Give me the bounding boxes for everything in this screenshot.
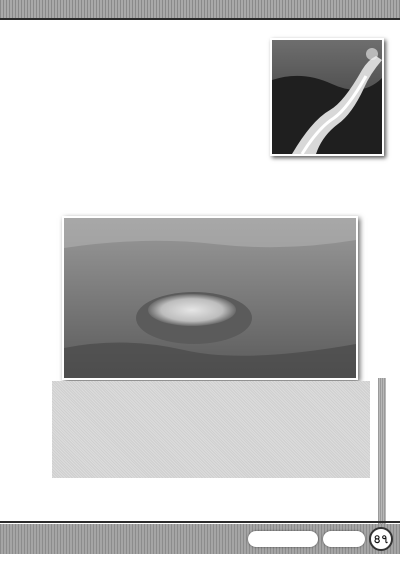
summary-box — [52, 381, 370, 478]
lava-flow-photo — [270, 38, 384, 156]
side-decoration-bar — [378, 378, 386, 540]
page-number-badge: ৪৭ — [369, 527, 393, 551]
chapter-title-tag — [323, 531, 365, 547]
footer-bar — [0, 524, 400, 554]
book-title-tag — [248, 531, 318, 547]
footer-rule — [0, 521, 400, 523]
volcano-crater-photo — [62, 216, 358, 380]
header-rule — [0, 18, 400, 20]
running-header — [0, 0, 400, 18]
